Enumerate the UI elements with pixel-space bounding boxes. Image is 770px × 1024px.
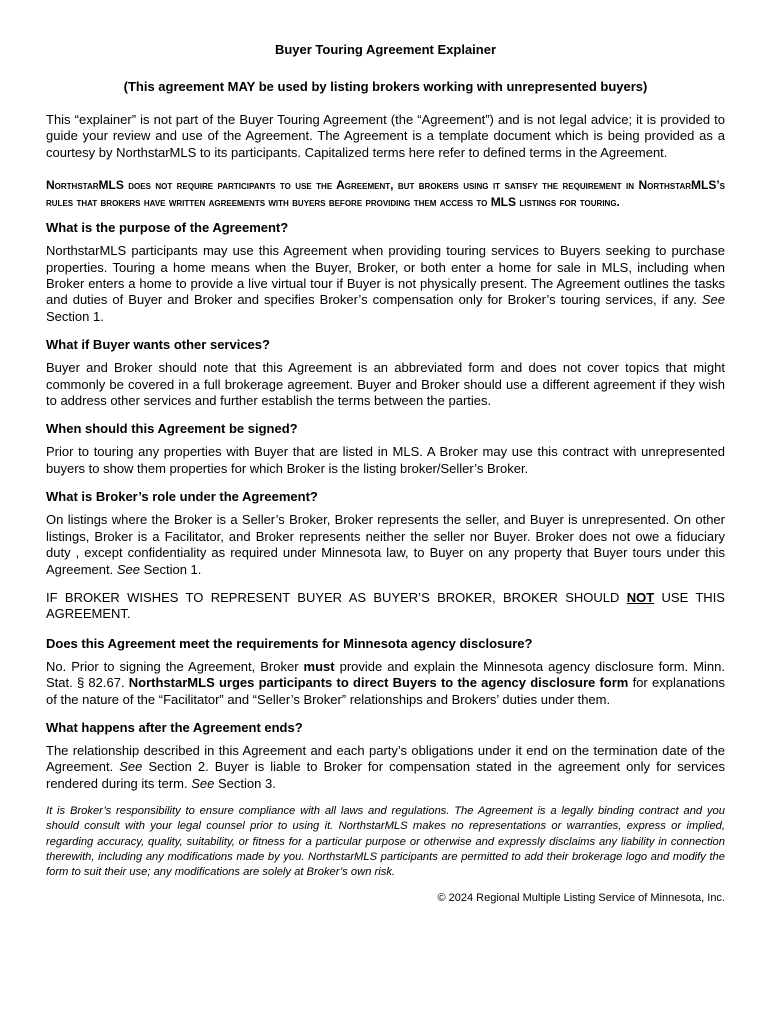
section-body: The relationship described in this Agreement and each party’s obligations under it end on the termination date of the Agreement. See Section 2. Buyer is liable to Broker for compensation stated in the agreement only for services rendered during its term. See Section 3. bbox=[46, 742, 725, 791]
section-body: No. Prior to signing the Agreement, Broker must provide and explain the Minnesota agency disclosure form. Minn. Stat. § 82.67. NorthstarMLS urges participants to direct Buyers to the agency disclosure form for explanations of the nature of the “Facilitator” and “Seller’s Broker” relationships and Brokers’ duties under them. bbox=[46, 658, 725, 707]
section-heading: What happens after the Agreement ends? bbox=[46, 719, 303, 735]
not-emphasis: NOT bbox=[626, 589, 655, 605]
section-heading: What is Broker’s role under the Agreement? bbox=[46, 489, 318, 505]
page-subtitle: (This agreement MAY be used by listing brokers working with unrepresented buyers) bbox=[123, 79, 648, 94]
disclaimer-paragraph: It is Broker’s responsibility to ensure compliance with all laws and regulations. The Agreement is a legally binding contract and you should consult with your legal counsel prior to using it. NorthstarMLS makes no representations or warranties, express or implied, regarding accuracy, quality, suitability, or fitness for a particular purpose or otherwise and expressly disclaims any liability in connection therewith, including any modifications made by you. NorthstarMLS participants are permitted to add their brokerage logo and modify the form to suit their use; any modifications are solely at Broker’s own risk. bbox=[46, 805, 725, 878]
intro-paragraph: This “explainer” is not part of the Buyer Touring Agreement (the “Agreement”) and is not legal advice; it is provided to guide your review and use of the Agreement. The Agreement is a template document which is being provided as a courtesy by NorthstarMLS to its participants. Capitalized terms here refer to defined terms in the Agreement. bbox=[46, 112, 725, 160]
section-heading: Does this Agreement meet the requirements for Minnesota agency disclosure? bbox=[46, 635, 533, 651]
notice-paragraph: NorthstarMLS does not require participants to use the Agreement, but brokers using it satisfy the requirement in NorthstarMLS’s rules that brokers have written agreements with buyers before providing them access to MLS listings for touring. bbox=[46, 178, 725, 210]
section-purpose bbox=[46, 220, 725, 325]
section-body: Prior to touring any properties with Buyer that are listed in MLS. A Broker may use this contract with unrepresented buyers to show them properties for which Broker is the listing broker/Seller’s Broker. bbox=[46, 444, 725, 476]
section-body: NorthstarMLS participants may use this Agreement when providing touring services to Buyers seeking to purchase properties. Touring a home means when the Buyer, Broker, or both enter a home for sale in MLS, including when Broker enters a home to provide a live virtual tour if Buyer is not physically present. The Agreement outlines the tasks and duties of Buyer and Broker and specifies Broker’s compensation only for Broker’s touring services, if any. See Section 1. bbox=[46, 243, 725, 324]
section-other-services bbox=[46, 337, 725, 409]
section-heading: What if Buyer wants other services? bbox=[46, 337, 270, 353]
copyright-notice: © 2024 Regional Multiple Listing Service of Minnesota, Inc. bbox=[437, 892, 725, 905]
section-heading: When should this Agreement be signed? bbox=[46, 421, 298, 437]
section-body: On listings where the Broker is a Seller’s Broker, Broker represents the seller, and Buyer is unrepresented. On other listings, Broker is a Facilitator, and Broker represents neither the seller nor Buyer. Broker does not owe a fiduciary duty , except confidentiality as required under Minnesota law, to Buyer on any property that Buyer tours under this Agreement. See Section 1. bbox=[46, 512, 725, 577]
section-heading: What is the purpose of the Agreement? bbox=[46, 220, 289, 236]
section-after-ends bbox=[46, 720, 725, 792]
section-broker-role bbox=[46, 489, 725, 578]
section-body: Buyer and Broker should note that this Agreement is an abbreviated form and does not cover topics that might commonly be covered in a full brokerage agreement. Buyer and Broker should use a different agreement if they wish to address other services and further establish the terms between the parties. bbox=[46, 360, 725, 409]
page-title: Buyer Touring Agreement Explainer bbox=[274, 42, 497, 57]
section-agency-disclosure bbox=[46, 636, 725, 708]
warning-paragraph: IF BROKER WISHES TO REPRESENT BUYER AS BUYER’S BROKER, BROKER SHOULD NOT USE THIS AGREEMENT. bbox=[46, 589, 725, 622]
section-when-signed bbox=[46, 421, 725, 477]
